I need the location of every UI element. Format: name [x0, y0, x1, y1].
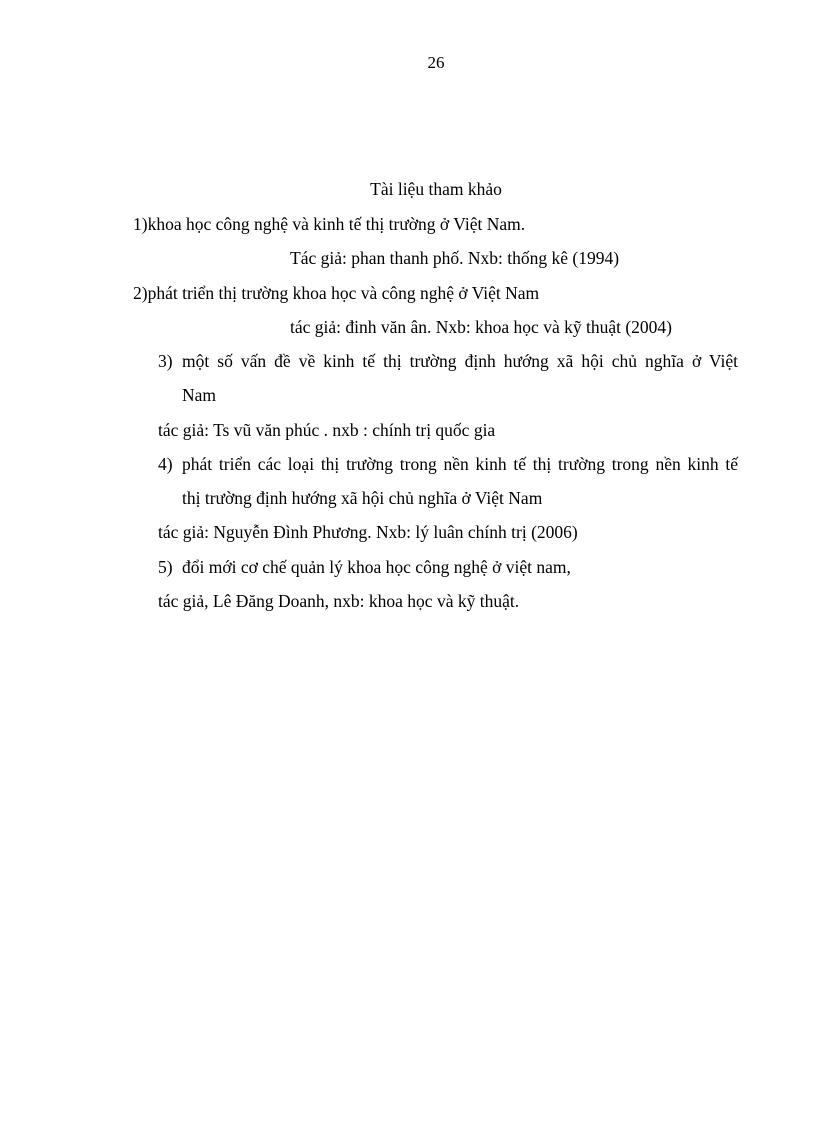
reference-2-author: tác giả: đinh văn ân. Nxb: khoa học và kỹ thuật (2004) [290, 317, 672, 337]
reference-4-title-line2: thị trường định hướng xã hội chủ nghĩa ở Việt Nam [182, 488, 543, 508]
reference-4-title-line1: phát triển các loại thị trường trong nền kinh tế thị trường trong nền kinh tế [182, 454, 738, 474]
page-number: 26 [427, 53, 445, 72]
reference-1-author: Tác giả: phan thanh phố. Nxb: thống kê (1994) [290, 248, 620, 268]
reference-4-number: 4) [158, 454, 173, 474]
reference-3-author: tác giả: Ts vũ văn phúc . nxb : chính trị quốc gia [158, 420, 496, 440]
reference-5-author: tác giả, Lê Đăng Doanh, nxb: khoa học và kỹ thuật. [158, 591, 520, 611]
reference-3-title-line2: Nam [182, 385, 217, 405]
page-title: Tài liệu tham khảo [370, 179, 502, 199]
reference-5-title: đổi mới cơ chế quản lý khoa học công nghệ ở việt nam, [182, 557, 571, 577]
reference-5-number: 5) [158, 557, 173, 577]
reference-4-author: tác giả: Nguyễn Đình Phương. Nxb: lý luân chính trị (2006) [158, 522, 578, 542]
reference-3-title-line1: một số vấn đề về kinh tế thị trường định hướng xã hội chủ nghĩa ở Việt [182, 351, 738, 371]
reference-1-title: 1)khoa học công nghệ và kinh tế thị trường ở Việt Nam. [133, 214, 526, 234]
reference-2-title: 2)phát triển thị trường khoa học và công nghệ ở Việt Nam [133, 283, 540, 303]
reference-3-number: 3) [158, 351, 173, 371]
